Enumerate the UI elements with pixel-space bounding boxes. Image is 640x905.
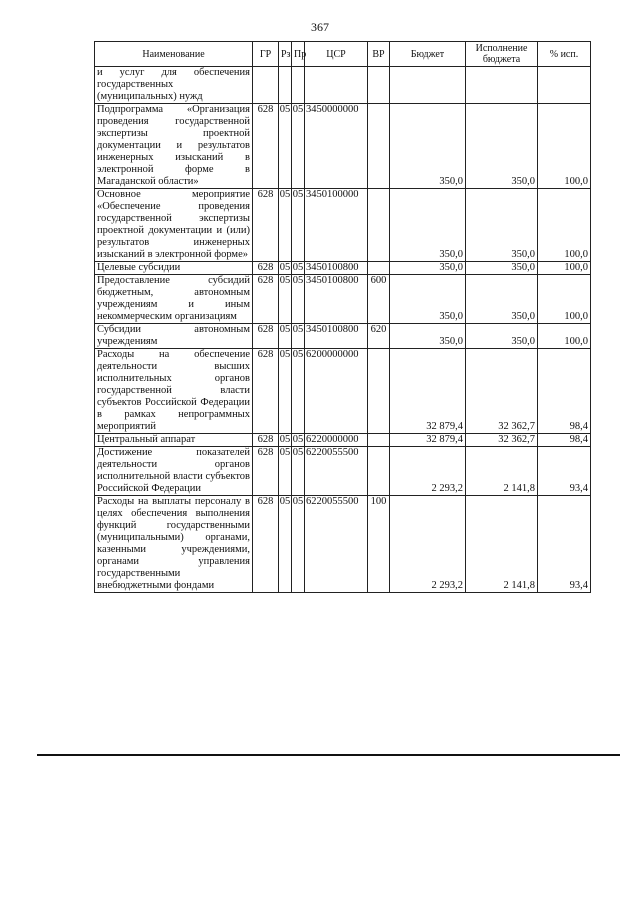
table-header-row: [95, 42, 591, 67]
row-rz: 05: [279, 496, 292, 593]
row-percent: 98,4: [538, 434, 591, 447]
table-row: [95, 434, 591, 447]
header-pr: Пр: [292, 42, 305, 67]
row-execution: 350,0: [466, 324, 538, 349]
row-pr: 05: [292, 447, 305, 496]
row-name: и услуг для обеспечения государственных (муниципальных) нужд: [95, 67, 253, 104]
row-rz: 05: [279, 275, 292, 324]
header-gr: ГР: [253, 42, 279, 67]
row-name: Субсидии автономным учреждениям: [95, 324, 253, 349]
table-row: [95, 67, 591, 104]
row-vr: [368, 104, 390, 189]
row-name: Основное мероприятие «Обеспечение проведения государственной экспертизы проектной документации и (или) результатов инженерных изысканий в электронной форме»: [95, 189, 253, 262]
row-rz: 05: [279, 324, 292, 349]
row-pr: 05: [292, 324, 305, 349]
row-csr: 6220055500: [305, 496, 368, 593]
row-gr: [253, 67, 279, 104]
row-execution: 2 141,8: [466, 496, 538, 593]
row-percent: 100,0: [538, 104, 591, 189]
row-vr: [368, 262, 390, 275]
row-rz: 05: [279, 349, 292, 434]
row-csr: 6220000000: [305, 434, 368, 447]
row-name: Подпрограмма «Организация проведения государственной экспертизы проектной документации и результатов инженерных изысканий в электронной форме в Магаданской области»: [95, 104, 253, 189]
row-pr: [292, 67, 305, 104]
row-budget: 350,0: [390, 262, 466, 275]
row-name: Достижение показателей деятельности органов исполнительной власти субъектов Российской Федерации: [95, 447, 253, 496]
row-budget: 350,0: [390, 189, 466, 262]
row-execution: 350,0: [466, 275, 538, 324]
table-row: [95, 324, 591, 349]
table-row: [95, 262, 591, 275]
row-percent: 100,0: [538, 275, 591, 324]
table-row: [95, 349, 591, 434]
row-budget: 350,0: [390, 104, 466, 189]
row-pr: 05: [292, 262, 304, 273]
row-gr: 628: [253, 262, 279, 275]
row-execution: 32 362,7: [466, 349, 538, 434]
row-execution: 350,0: [466, 104, 538, 189]
row-gr: 628: [253, 434, 279, 447]
row-execution: [466, 67, 538, 104]
row-pr: 05: [292, 275, 305, 324]
row-percent: 100,0: [538, 189, 591, 262]
table-row: [95, 275, 591, 324]
row-csr: 6220055500: [305, 447, 368, 496]
table-row: [95, 189, 591, 262]
row-rz: 05: [279, 262, 291, 273]
row-csr: 3450100800: [305, 324, 368, 349]
row-name: Предоставление субсидий бюджетным, автономным учреждениям и иным некоммерческим организациям: [95, 275, 253, 324]
row-gr: 628: [253, 324, 279, 349]
row-csr: 3450100000: [305, 189, 368, 262]
row-csr: 6200000000: [305, 349, 368, 434]
table-row: [95, 496, 591, 593]
row-vr: 100: [368, 496, 390, 593]
row-csr: 3450100800: [305, 262, 368, 275]
row-vr: [368, 447, 390, 496]
header-budget: Бюджет: [390, 42, 466, 67]
header-name: Наименование: [95, 42, 253, 67]
header-csr: ЦСР: [305, 42, 368, 67]
row-name: Центральный аппарат: [95, 434, 253, 447]
row-gr: 628: [253, 189, 279, 262]
row-budget: 2 293,2: [390, 447, 466, 496]
row-pr: 05: [292, 349, 305, 434]
row-percent: 100,0: [538, 324, 591, 349]
row-budget: 350,0: [390, 275, 466, 324]
row-vr: [368, 434, 390, 447]
row-percent: 93,4: [538, 496, 591, 593]
row-csr: 3450000000: [305, 104, 368, 189]
row-pr: 05: [292, 496, 305, 593]
table-row: [95, 447, 591, 496]
row-execution: 32 362,7: [466, 434, 538, 447]
row-execution: 350,0: [466, 189, 538, 262]
row-percent: 100,0: [538, 262, 591, 275]
row-rz: 05: [279, 447, 292, 496]
row-gr: 628: [253, 447, 279, 496]
page-divider: [37, 754, 620, 756]
table-row: [95, 104, 591, 189]
header-vr: ВР: [368, 42, 390, 67]
row-pr: 05: [292, 434, 304, 445]
budget-execution-table: [94, 41, 591, 593]
row-rz: [279, 67, 292, 104]
page-number: 367: [311, 20, 329, 34]
row-name: Целевые субсидии: [95, 262, 253, 275]
row-csr: 3450100800: [305, 275, 368, 324]
row-gr: 628: [253, 496, 279, 593]
row-name: Расходы на обеспечение деятельности высших исполнительных органов государственной власти субъектов Российской Федерации в рамках непрограммных мероприятий: [95, 349, 253, 434]
row-vr: 600: [368, 275, 390, 324]
header-rz: Рз: [279, 42, 292, 67]
row-vr: [368, 67, 390, 104]
row-name: Расходы на выплаты персоналу в целях обеспечения выполнения функций государственными (муниципальными) органами, казенными учреждениями, органами управления государственными внебюджетными фондами: [95, 496, 253, 593]
row-percent: 98,4: [538, 349, 591, 434]
row-vr: [368, 349, 390, 434]
row-gr: 628: [253, 104, 279, 189]
row-percent: 93,4: [538, 447, 591, 496]
row-percent: [538, 67, 591, 104]
row-csr: [305, 67, 368, 104]
row-budget: [390, 67, 466, 104]
row-rz: 05: [279, 189, 292, 262]
row-rz: 05: [279, 104, 292, 189]
header-percent: % исп.: [538, 42, 591, 67]
row-budget: 32 879,4: [390, 434, 466, 447]
row-budget: 2 293,2: [390, 496, 466, 593]
row-vr: 620: [368, 324, 390, 349]
row-budget: 32 879,4: [390, 349, 466, 434]
row-vr: [368, 189, 390, 262]
row-rz: 05: [279, 434, 291, 445]
row-gr: 628: [253, 349, 279, 434]
row-execution: 2 141,8: [466, 447, 538, 496]
header-execution: Исполнение бюджета: [466, 42, 538, 67]
row-gr: 628: [253, 275, 279, 324]
row-pr: 05: [292, 104, 305, 189]
row-budget: 350,0: [390, 324, 466, 349]
row-pr: 05: [292, 189, 305, 262]
row-execution: 350,0: [466, 262, 538, 275]
